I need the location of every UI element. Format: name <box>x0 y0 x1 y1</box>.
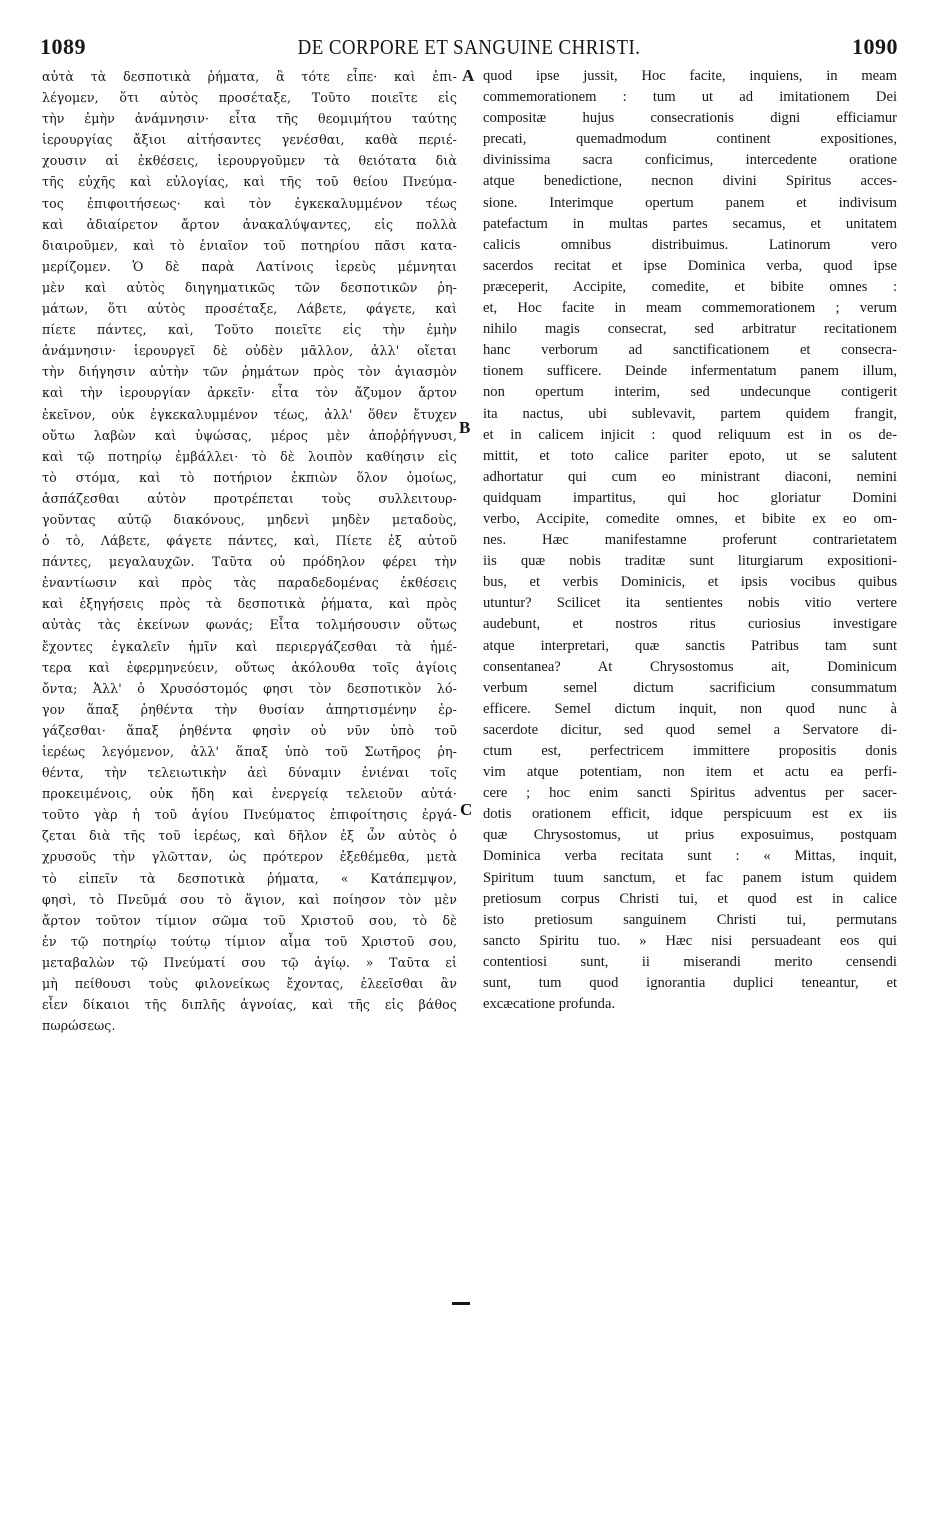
latin-text-line: sione. Interimque opertum panem et indivisum <box>483 194 897 211</box>
latin-text-line: verbo, Accipite, comedite omnes, et bibite ex eo om- <box>483 510 897 527</box>
greek-text-line: χρυσοῦς τὴν γλῶτταν, ὡς πρότερον ἐξεθέμεθα, μετὰ <box>42 849 457 865</box>
greek-text-line: ἱερουργίας ἄξιοι αἰτήσαντες γενέσθαι, καθὰ περιέ- <box>42 132 457 148</box>
greek-text-line: τῆς εὐχῆς καὶ εὐλογίας, καὶ τῆς τοῦ θείου Πνεύμα- <box>42 174 457 190</box>
greek-text-line: λέγομεν, ὅτι αὐτὸς προσέταξε, Τοῦτο ποιεῖτε εἰς <box>42 90 457 106</box>
greek-text-line: τὸ εἰπεῖν τὰ δεσποτικὰ ῥήματα, « Κατάπεμψον, <box>42 870 457 886</box>
latin-text-line: Spiritum tuum sanctum, et fac panem istum quidem <box>483 869 897 886</box>
latin-text-line: mittit, et toto calice pariter epoto, ut se salutent <box>483 447 897 464</box>
latin-text-line: sancto Spiritu tuo. » Hæc nisi persuadeant eos qui <box>483 932 897 949</box>
latin-text-line: atque benedictione, necnon divini Spiritus acces- <box>483 173 897 190</box>
latin-text-line: utuntur? Scilicet ita sentientes nobis vitio vertere <box>483 595 897 612</box>
latin-text-line: ctum est, perfectricem immittere propositis donis <box>483 743 897 759</box>
greek-text-line: μὴ πείθουσι τοὺς φιλονείκως ἔχοντας, ἐλεεῖσθαι ἂν <box>42 976 457 992</box>
greek-text-line: καὶ τῷ ποτηρίῳ ἐμβάλλει· τὸ δὲ λοιπὸν καθίησιν εἰς <box>42 448 457 464</box>
latin-text-line: audebunt, et nostros ritus curiosius investigare <box>483 616 897 633</box>
greek-text-line: τὸ στόμα, καὶ τὸ ποτήριον ἐκπιὼν ὅλον ὁμοίως, <box>42 469 457 485</box>
running-title: DE CORPORE ET SANGUINE CHRISTI. <box>297 35 641 59</box>
latin-text-line: vim atque potentiam, non item et actu ea perfi- <box>483 764 897 781</box>
latin-text-line: ita nactus, ubi sublevavit, partem quidem frangit, <box>483 405 897 422</box>
greek-text-line: καὶ ἀδιαίρετον ἄρτον ἀνακαλύψαντες, εἰς πολλὰ <box>42 216 457 232</box>
greek-text-line: μερίζομεν. Ὁ δὲ παρὰ Λατίνοις ἱερεὺς μέμνηται <box>42 258 457 274</box>
latin-text-line: atque interpretari, quæ sanctis Patribus tam sunt <box>483 637 897 654</box>
greek-text-line: πίετε πάντες, καὶ, Τοῦτο ποιεῖτε εἰς τὴν ἐμὴν <box>42 322 457 338</box>
greek-text-line: τὴν ἐμὴν ἀνάμνησιν· εἶτα τῆς θεομιμήτου ταύτης <box>42 111 457 127</box>
latin-text-line: consentanea? At Chrysostomus ait, Dominicum <box>483 658 897 675</box>
greek-text-line: ἄρτον τοῦτον τίμιον σῶμα τοῦ Χριστοῦ σου, τὸ δὲ <box>42 912 457 928</box>
latin-text-line: excæcatione profunda. <box>483 996 616 1013</box>
greek-text-line: φησὶ, τὸ Πνεῦμά σου τὸ ἅγιον, καὶ ποίησον τὸν μὲν <box>42 891 457 907</box>
section-marker-b: B <box>459 418 471 437</box>
greek-text-line: γον ἅπαξ ῥηθέντα τὴν θυσίαν ἀπηρτισμένην ἐρ- <box>42 701 457 717</box>
greek-text-line: ὁ τὸ, Λάβετε, φάγετε πάντες, καὶ, Πίετε ἐξ αὐτοῦ <box>42 533 457 549</box>
greek-text-line: τοῦτο γὰρ ἡ τοῦ ἁγίου Πνεύματος ἐπιφοίτησις ἐργά- <box>42 807 457 823</box>
greek-text-line: διαιροῦμεν, καὶ τὸ ἑνιαῖον τοῦ ποτηρίου πᾶσι κατα- <box>42 237 457 253</box>
greek-text-line: εἶεν δίκαιοι τῆς διπλῆς ἀγνοίας, καὶ τῆς εἰς βάθος <box>42 997 457 1013</box>
latin-text-line: contentiosi sunt, ii miserandi merito censendi <box>483 953 897 970</box>
latin-column <box>483 66 897 1015</box>
latin-text-line: hanc verborum ad sanctificationem et consecra- <box>483 342 897 359</box>
right-page-number: 1090 <box>852 34 898 59</box>
latin-text-line: pretiosum corpus Christi tui, et quod est in calice <box>483 890 897 907</box>
greek-column <box>42 66 457 1036</box>
greek-text-line: ζεται διὰ τῆς τοῦ ἱερέως, καὶ δῆλον ἐξ ὧν αὐτὸς ὁ <box>42 828 457 844</box>
latin-text-line: nes. Hæc manifestamne proferunt contrarietatem <box>483 532 897 549</box>
latin-text-line: commemorationem : tum ut ad imitationem Dei <box>483 89 897 106</box>
greek-text-line: πάντες, μεγαλαυχῶν. Ταῦτα οὐ πρόδηλον φέρει τὴν <box>42 554 457 570</box>
latin-text-line: divinissima sacra conficimus, intercedente oratione <box>483 152 897 169</box>
greek-text-line: ἱερέως λεγόμενον, ἀλλ' ἅπαξ ὑπὸ τοῦ Σωτῆρος ῥη- <box>42 744 457 759</box>
greek-text-line: οὕτω λαβὼν καὶ ὑψώσας, μέρος μὲν ἀποῤῥήγνυσι, <box>42 427 457 443</box>
latin-text-line: bus, et verbis Dominicis, et ipsis vocibus quibus <box>483 574 897 591</box>
greek-text-line: αὐτὰς τὰς ἐκείνων φωνάς; Εἶτα τολμήσουσιν οὕτως <box>42 617 457 633</box>
greek-text-line: καὶ ἐξηγήσεις πρὸς τὰ δεσποτικὰ ῥήματα, καὶ πρὸς <box>42 596 457 612</box>
latin-text-line: et in calicem injicit : quod reliquum est in os de- <box>483 426 897 443</box>
greek-text-line: ὄντα; Ἀλλ' ὁ Χρυσόστομός φησι τὸν δεσποτικὸν λό- <box>42 680 457 696</box>
latin-text-line: nihilo magis consecrat, sed arbitratur recitationem <box>483 321 897 338</box>
greek-text-line: ἀσπάζεσθαι αὐτὸν προτρέπεται τοὺς συλλειτουρ- <box>42 490 457 506</box>
latin-text-line: adhortatur qui cum eo ministrant diaconi, nemini <box>483 468 897 485</box>
latin-text-line: efficere. Semel dictum inquit, non quod nunc à <box>483 700 897 717</box>
greek-text-line: μάτων, ὅτι αὐτὸς προσέταξε, Λάβετε, φάγετε, καὶ <box>42 301 457 317</box>
section-marker-a: A <box>462 66 475 85</box>
greek-text-line: ἔχοντες ἐγκαλεῖν ἡμῖν καὶ περιεργάζεσθαι τὰ ἡμέ- <box>42 638 457 654</box>
greek-text-line: ἐν τῷ ποτηρίῳ τούτῳ τίμιον αἷμα τοῦ Χριστοῦ σου, <box>42 933 457 949</box>
latin-text-line: et, Hoc facite in meam commemorationem ; verum <box>483 300 897 317</box>
latin-text-line: iis quæ nobis traditæ sunt liturgiarum expositioni- <box>483 553 897 570</box>
latin-text-line: non opertum interim, sed undecunque contigerit <box>483 384 897 401</box>
greek-text-line: χουσιν αἱ ἐκθέσεις, ἱερουργοῦμεν τὰ θειότατα διὰ <box>42 153 457 169</box>
greek-text-line: μὲν καὶ αὐτὸς διηγηματικῶς τῶν δεσποτικῶν ῥη- <box>42 279 457 295</box>
greek-text-line: καὶ τὴν ἱερουργίαν ἀρκεῖν· εἶτα τὸν ἄζυμον ἄρτον <box>42 385 457 401</box>
greek-text-line: αὐτὰ τὰ δεσποτικὰ ῥήματα, ἃ τότε εἶπε· καὶ ἐπι- <box>42 69 457 84</box>
latin-text-line: dotis orationem efficit, idque perspicuum est ex iis <box>483 806 897 823</box>
latin-text-line: sacerdote dicitur, sed quod semel a Servatore di- <box>483 721 897 738</box>
latin-text-line: verbum semel dictum sacrificium consummatum <box>483 679 897 696</box>
page-header <box>40 34 898 70</box>
latin-text-line: præceperit, Accipite, comedite, et bibite omnes : <box>483 278 897 295</box>
latin-text-line: calicis omnibus distribuimus. Latinorum vero <box>483 236 897 253</box>
greek-text-line: ἐναντίωσιν καὶ πρὸς τὰς παραδεδομένας ἐκθέσεις <box>42 575 457 591</box>
greek-text-line: γοῦντας αὐτῷ διακόνους, μηδενὶ μηδὲν μεταδοὺς, <box>42 511 457 527</box>
greek-text-line: ἀνάμνησιν· ἱερουργεῖ δὲ οὐδὲν μᾶλλον, ἀλλ' οἴεται <box>42 343 457 359</box>
latin-text-line: sunt, tum quod ignorantia duplici teneantur, et <box>483 975 897 992</box>
greek-text-line: προκειμένοις, οὐκ ἤδη καὶ ἐνεργείᾳ τελειοῦν αὐτά· <box>42 786 457 802</box>
latin-text-line: quidquam impartitus, qui hoc gloriatur Domini <box>483 489 897 506</box>
latin-text-line: sacerdos recitat et ipse Dominica verba, quod ipse <box>483 257 897 274</box>
greek-text-line: ἐκεῖνον, οὐκ ἐγκεκαλυμμένον τέως, ἀλλ' ὅθεν ἔτυχεν <box>42 406 457 422</box>
latin-text-line: cere ; hoc enim sancti Spiritus adventus per sacer- <box>483 785 897 802</box>
greek-text-line: γάζεσθαι· ἅπαξ ῥηθέντα φησὶν οὐ νῦν ὑπὸ τοῦ <box>42 722 457 738</box>
greek-text-line: θέντα, τὴν τελειωτικὴν ἀεὶ δύναμιν ἐνιέναι τοῖς <box>42 765 457 781</box>
latin-text-line: quod ipse jussit, Hoc facite, inquiens, in meam <box>483 68 897 84</box>
latin-text-line: patefactum in multas partes secamus, et unitatem <box>483 215 897 232</box>
latin-text-line: compositæ hujus consecrationis digni efficiamur <box>483 110 897 127</box>
end-rule <box>452 1302 470 1305</box>
section-marker-c: C <box>460 800 473 819</box>
latin-text-line: precati, quemadmodum continent expositiones, <box>483 131 897 148</box>
greek-text-line: τος ἐπιφοιτήσεως· καὶ τὸν ἐγκεκαλυμμένον τέως <box>42 195 457 211</box>
greek-text-line: πωρώσεως. <box>42 1018 116 1034</box>
latin-text-line: tionem sufficere. Deinde infermentatum panem illum, <box>483 363 897 380</box>
latin-text-line: isto pretiosum sanguinem Christi tui, permutans <box>483 911 897 928</box>
left-page-number: 1089 <box>40 34 86 59</box>
latin-text-line: quæ Chrysostomus, ut prius exposuimus, postquam <box>483 827 897 844</box>
latin-text-line: Dominica verba recitata sunt : « Mittas, inquit, <box>483 848 897 865</box>
greek-text-line: τερα καὶ ἐφερμηνεύειν, οὕτως ἀκόλουθα τοῖς ἁγίοις <box>42 659 457 675</box>
greek-text-line: τὴν διήγησιν αὐτὴν τῶν ῥημάτων πρὸς τὸν ἁγιασμὸν <box>42 364 457 380</box>
greek-text-line: μεταβαλὼν τῷ Πνεύματί σου τῷ ἁγίῳ. » Ταῦτα εἰ <box>42 954 457 970</box>
